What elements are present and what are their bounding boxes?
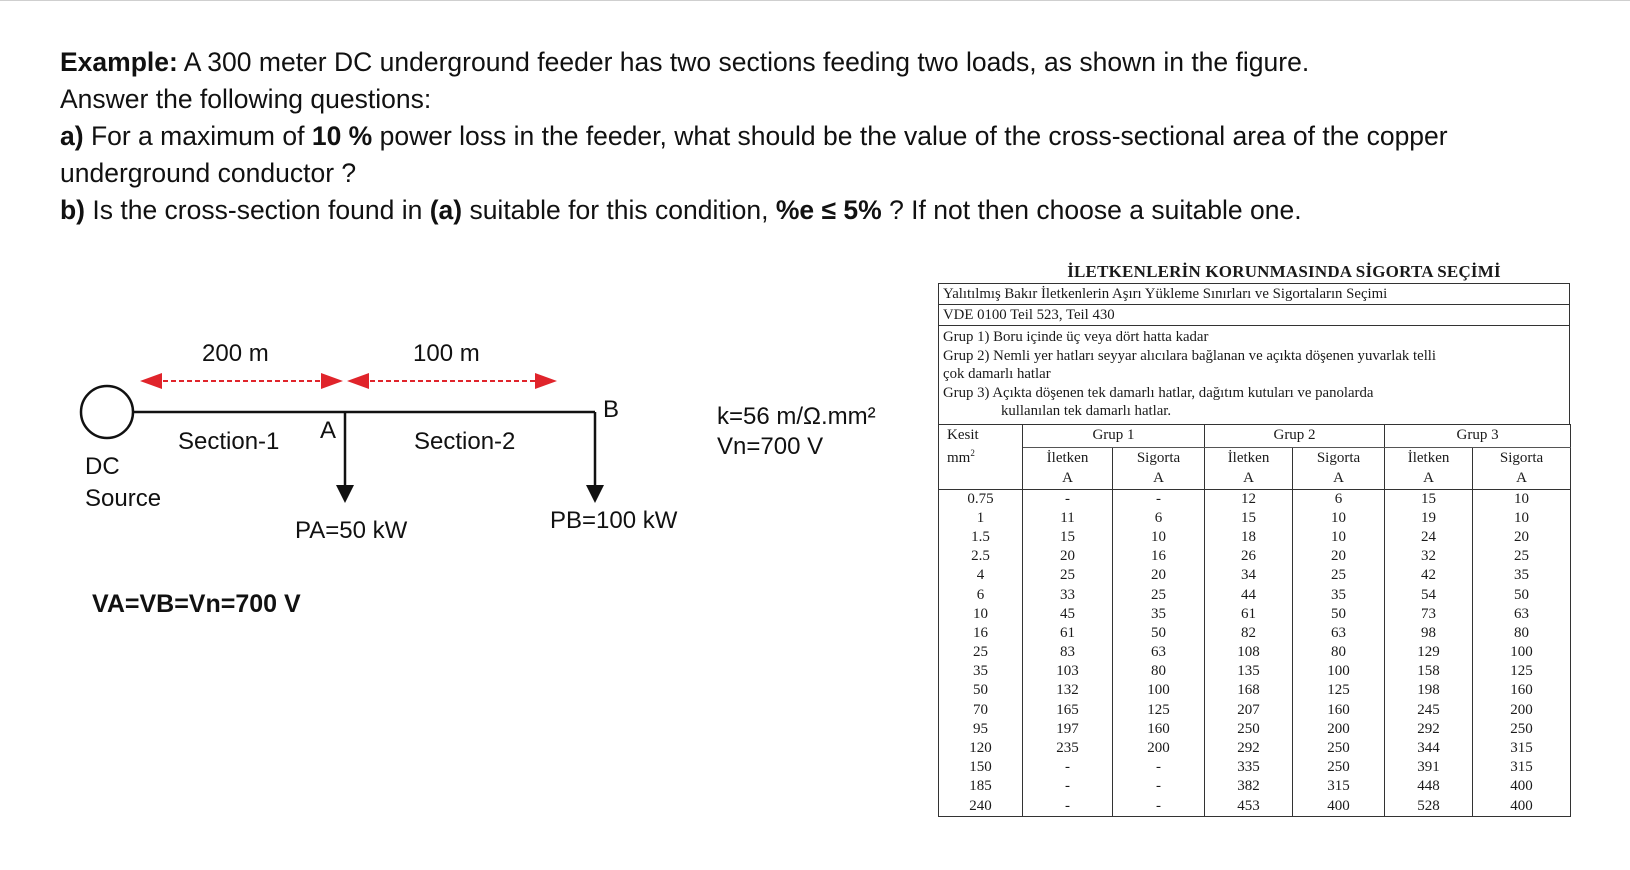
current-cell: - xyxy=(1113,797,1205,817)
question-a-cont: underground conductor ? xyxy=(60,158,357,188)
current-cell: 15 xyxy=(1023,528,1113,547)
problem-line-2: Answer the following questions: xyxy=(60,84,432,114)
cross-section-cell: 25 xyxy=(939,643,1023,662)
current-cell: 80 xyxy=(1473,624,1571,643)
current-cell: 103 xyxy=(1023,662,1113,681)
current-cell: - xyxy=(1023,489,1113,509)
current-cell: - xyxy=(1023,797,1113,817)
current-cell: 25 xyxy=(1113,585,1205,604)
current-cell: 448 xyxy=(1385,777,1473,796)
table-row xyxy=(939,797,1571,817)
cross-section-cell: 150 xyxy=(939,758,1023,777)
current-cell: 44 xyxy=(1205,585,1293,604)
table-row xyxy=(939,509,1571,528)
current-cell: 391 xyxy=(1385,758,1473,777)
current-cell: 198 xyxy=(1385,681,1473,700)
current-cell: 400 xyxy=(1473,777,1571,796)
cross-section-cell: 16 xyxy=(939,624,1023,643)
current-cell: 100 xyxy=(1293,662,1385,681)
g2-sigorta-header: Sigorta xyxy=(1293,447,1385,469)
current-cell: 61 xyxy=(1023,624,1113,643)
load-a-arrow xyxy=(336,485,354,503)
current-cell: 63 xyxy=(1473,605,1571,624)
current-cell: 98 xyxy=(1385,624,1473,643)
table-row xyxy=(939,566,1571,585)
current-cell: 10 xyxy=(1113,528,1205,547)
cross-section-cell: 70 xyxy=(939,701,1023,720)
g1-sigorta-header: Sigorta xyxy=(1113,447,1205,469)
question-a-label: a) xyxy=(60,121,84,151)
table-header-box xyxy=(938,283,1570,326)
cross-section-cell: 0.75 xyxy=(939,489,1023,509)
current-cell: 125 xyxy=(1113,701,1205,720)
dist1-arrow-right xyxy=(321,373,343,389)
current-cell: 80 xyxy=(1113,662,1205,681)
load-a-power: PA=50 kW xyxy=(295,517,408,544)
current-cell: 10 xyxy=(1293,509,1385,528)
dc-label: DC xyxy=(85,453,120,480)
dist2-arrow-right xyxy=(535,373,557,389)
power-loss-value: 10 % xyxy=(311,121,373,151)
dist2-arrow-left xyxy=(347,373,369,389)
cross-section-cell: 4 xyxy=(939,566,1023,585)
unit-mm-header xyxy=(939,447,1023,469)
current-cell: 528 xyxy=(1385,797,1473,817)
group-3-desc-a: Grup 3) Açıkta döşenen tek damarlı hatlar, dağıtım kutuları ve panolarda xyxy=(943,384,1374,401)
voltage-condition: VA=VB=Vn=700 V xyxy=(92,590,301,618)
current-cell: 34 xyxy=(1205,566,1293,585)
group-2-desc-a: Grup 2) Nemli yer hatları seyyar alıcılara bağlanan ve açıkta döşenen yuvarlak telli xyxy=(943,347,1437,364)
current-cell: 6 xyxy=(1293,489,1385,509)
current-cell: 250 xyxy=(1205,720,1293,739)
g3-iletken-header: İletken xyxy=(1385,447,1473,469)
group-1-desc: Grup 1) Boru içinde üç veya dört hatta kadar xyxy=(943,329,1209,345)
current-cell: 24 xyxy=(1385,528,1473,547)
current-cell: 250 xyxy=(1473,720,1571,739)
question-b-ref: (a) xyxy=(429,195,463,225)
current-cell: 35 xyxy=(1473,566,1571,585)
current-cell: 15 xyxy=(1205,509,1293,528)
current-cell: 20 xyxy=(1113,566,1205,585)
unit-blank xyxy=(939,469,1023,490)
current-cell: 315 xyxy=(1473,758,1571,777)
kesit-header: Kesit xyxy=(939,424,1023,447)
current-cell: 33 xyxy=(1023,585,1113,604)
cross-section-cell: 35 xyxy=(939,662,1023,681)
current-cell: 16 xyxy=(1113,547,1205,566)
table-subtitle-2: VDE 0100 Teil 523, Teil 430 xyxy=(939,305,1569,326)
group-3-header: Grup 3 xyxy=(1385,424,1571,447)
current-cell: 32 xyxy=(1385,547,1473,566)
current-cell: 125 xyxy=(1293,681,1385,700)
current-cell: 18 xyxy=(1205,528,1293,547)
table-row xyxy=(939,643,1571,662)
group-2-header: Grup 2 xyxy=(1205,424,1385,447)
question-b-post: ? If not then choose a suitable one. xyxy=(881,195,1302,225)
distance-label-2: 100 m xyxy=(413,340,480,367)
current-cell: - xyxy=(1023,758,1113,777)
group-1-header: Grup 1 xyxy=(1023,424,1205,447)
current-cell: 235 xyxy=(1023,739,1113,758)
current-cell: 20 xyxy=(1473,528,1571,547)
current-cell: 15 xyxy=(1385,489,1473,509)
table-row xyxy=(939,585,1571,604)
g1-sigorta-unit: A xyxy=(1113,469,1205,490)
current-cell: 245 xyxy=(1385,701,1473,720)
current-cell: 10 xyxy=(1473,489,1571,509)
conductivity-param: k=56 m/Ω.mm² xyxy=(717,403,876,430)
current-cell: 42 xyxy=(1385,566,1473,585)
cross-section-cell: 10 xyxy=(939,605,1023,624)
current-cell: 158 xyxy=(1385,662,1473,681)
table-row xyxy=(939,720,1571,739)
current-cell: 315 xyxy=(1473,739,1571,758)
current-cell: 100 xyxy=(1113,681,1205,700)
section-1-label: Section-1 xyxy=(178,428,280,455)
current-cell: 335 xyxy=(1205,758,1293,777)
g1-iletken-header: İletken xyxy=(1023,447,1113,469)
table-row xyxy=(939,662,1571,681)
current-cell: - xyxy=(1113,777,1205,796)
current-cell: 108 xyxy=(1205,643,1293,662)
g3-sigorta-header: Sigorta xyxy=(1473,447,1571,469)
current-cell: 11 xyxy=(1023,509,1113,528)
table-subtitle-1: Yalıtılmış Bakır İletkenlerin Aşırı Yükleme Sınırları ve Sigortaların Seçimi xyxy=(939,284,1569,305)
question-b-label: b) xyxy=(60,195,86,225)
current-cell: 12 xyxy=(1205,489,1293,509)
current-cell: 73 xyxy=(1385,605,1473,624)
current-cell: 200 xyxy=(1293,720,1385,739)
current-cell: 83 xyxy=(1023,643,1113,662)
question-b-pre: Is the cross-section found in xyxy=(85,195,430,225)
current-cell: - xyxy=(1113,758,1205,777)
cross-section-cell: 95 xyxy=(939,720,1023,739)
current-cell: 50 xyxy=(1113,624,1205,643)
table-row xyxy=(939,489,1571,509)
g2-iletken-header: İletken xyxy=(1205,447,1293,469)
cross-section-cell: 120 xyxy=(939,739,1023,758)
current-cell: 25 xyxy=(1023,566,1113,585)
current-cell: 132 xyxy=(1023,681,1113,700)
current-cell: 250 xyxy=(1293,758,1385,777)
current-cell: 25 xyxy=(1293,566,1385,585)
current-cell: - xyxy=(1023,777,1113,796)
current-cell: 100 xyxy=(1473,643,1571,662)
current-cell: 63 xyxy=(1113,643,1205,662)
cross-section-cell: 1 xyxy=(939,509,1023,528)
current-cell: 19 xyxy=(1385,509,1473,528)
distance-label-1: 200 m xyxy=(202,340,269,367)
mm-text: mm xyxy=(947,450,971,467)
table-row xyxy=(939,739,1571,758)
example-label: Example: xyxy=(60,47,178,77)
dc-source-symbol xyxy=(81,386,133,438)
question-a-pre: For a maximum of xyxy=(83,121,312,151)
cross-section-cell: 2.5 xyxy=(939,547,1023,566)
fuse-selection-table xyxy=(938,262,1570,817)
question-a-post: power loss in the feeder, what should be the value of the cross-sectional area of the copper xyxy=(372,121,1448,151)
current-cell: 160 xyxy=(1293,701,1385,720)
table-title: İLETKENLERİN KORUNMASINDA SİGORTA SEÇİMİ xyxy=(1067,262,1501,281)
g3-sigorta-unit: A xyxy=(1473,469,1571,490)
current-cell: 165 xyxy=(1023,701,1113,720)
current-cell: 453 xyxy=(1205,797,1293,817)
current-cell: 63 xyxy=(1293,624,1385,643)
group-3-desc-b: kullanılan tek damarlı hatlar. xyxy=(1001,403,1172,419)
group-2-desc-b: çok damarlı hatlar xyxy=(943,366,1051,382)
mm-sup: 2 xyxy=(970,448,975,459)
table-row xyxy=(939,701,1571,720)
node-a-label: A xyxy=(320,417,337,444)
current-cell: 250 xyxy=(1293,739,1385,758)
current-cell: 25 xyxy=(1473,547,1571,566)
cross-section-cell: 1.5 xyxy=(939,528,1023,547)
current-cell: 129 xyxy=(1385,643,1473,662)
current-cell: 160 xyxy=(1473,681,1571,700)
current-cell: 160 xyxy=(1113,720,1205,739)
current-cell: 168 xyxy=(1205,681,1293,700)
cross-section-cell: 185 xyxy=(939,777,1023,796)
voltage-drop-condition: %e ≤ 5% xyxy=(775,195,882,225)
current-cell: 20 xyxy=(1023,547,1113,566)
group-descriptions xyxy=(938,326,1570,424)
table-row xyxy=(939,777,1571,796)
current-cell: 50 xyxy=(1293,605,1385,624)
current-cell: 35 xyxy=(1113,605,1205,624)
current-cell: 61 xyxy=(1205,605,1293,624)
current-cell: 200 xyxy=(1473,701,1571,720)
current-cell: 80 xyxy=(1293,643,1385,662)
current-cell: 20 xyxy=(1293,547,1385,566)
table-row xyxy=(939,528,1571,547)
current-cell: 26 xyxy=(1205,547,1293,566)
nominal-voltage-param: Vn=700 V xyxy=(717,433,824,460)
source-label: Source xyxy=(85,485,162,512)
dist1-arrow-left xyxy=(140,373,162,389)
current-cell: 207 xyxy=(1205,701,1293,720)
fuse-data-table xyxy=(938,424,1571,817)
current-cell: 125 xyxy=(1473,662,1571,681)
cross-section-cell: 50 xyxy=(939,681,1023,700)
current-cell: 50 xyxy=(1473,585,1571,604)
current-cell: 292 xyxy=(1385,720,1473,739)
current-cell: 292 xyxy=(1205,739,1293,758)
current-cell: 10 xyxy=(1293,528,1385,547)
load-b-arrow xyxy=(586,485,604,503)
current-cell: 382 xyxy=(1205,777,1293,796)
table-body xyxy=(939,489,1571,816)
current-cell: 315 xyxy=(1293,777,1385,796)
current-cell: 200 xyxy=(1113,739,1205,758)
g3-iletken-unit: A xyxy=(1385,469,1473,490)
question-b-mid: suitable for this condition, xyxy=(462,195,776,225)
current-cell: 35 xyxy=(1293,585,1385,604)
current-cell: 400 xyxy=(1473,797,1571,817)
table-row xyxy=(939,681,1571,700)
table-row xyxy=(939,624,1571,643)
section-2-label: Section-2 xyxy=(414,428,516,455)
table-row xyxy=(939,547,1571,566)
current-cell: 400 xyxy=(1293,797,1385,817)
cross-section-cell: 6 xyxy=(939,585,1023,604)
node-b-label: B xyxy=(603,396,620,423)
table-row xyxy=(939,758,1571,777)
current-cell: 54 xyxy=(1385,585,1473,604)
current-cell: - xyxy=(1113,489,1205,509)
g2-sigorta-unit: A xyxy=(1293,469,1385,490)
g1-iletken-unit: A xyxy=(1023,469,1113,490)
g2-iletken-unit: A xyxy=(1205,469,1293,490)
current-cell: 82 xyxy=(1205,624,1293,643)
example-text: A 300 meter DC underground feeder has two sections feeding two loads, as shown in the figure. xyxy=(177,47,1310,77)
load-b-power: PB=100 kW xyxy=(550,507,678,534)
table-row xyxy=(939,605,1571,624)
current-cell: 197 xyxy=(1023,720,1113,739)
current-cell: 135 xyxy=(1205,662,1293,681)
cross-section-cell: 240 xyxy=(939,797,1023,817)
current-cell: 6 xyxy=(1113,509,1205,528)
current-cell: 45 xyxy=(1023,605,1113,624)
current-cell: 10 xyxy=(1473,509,1571,528)
current-cell: 344 xyxy=(1385,739,1473,758)
